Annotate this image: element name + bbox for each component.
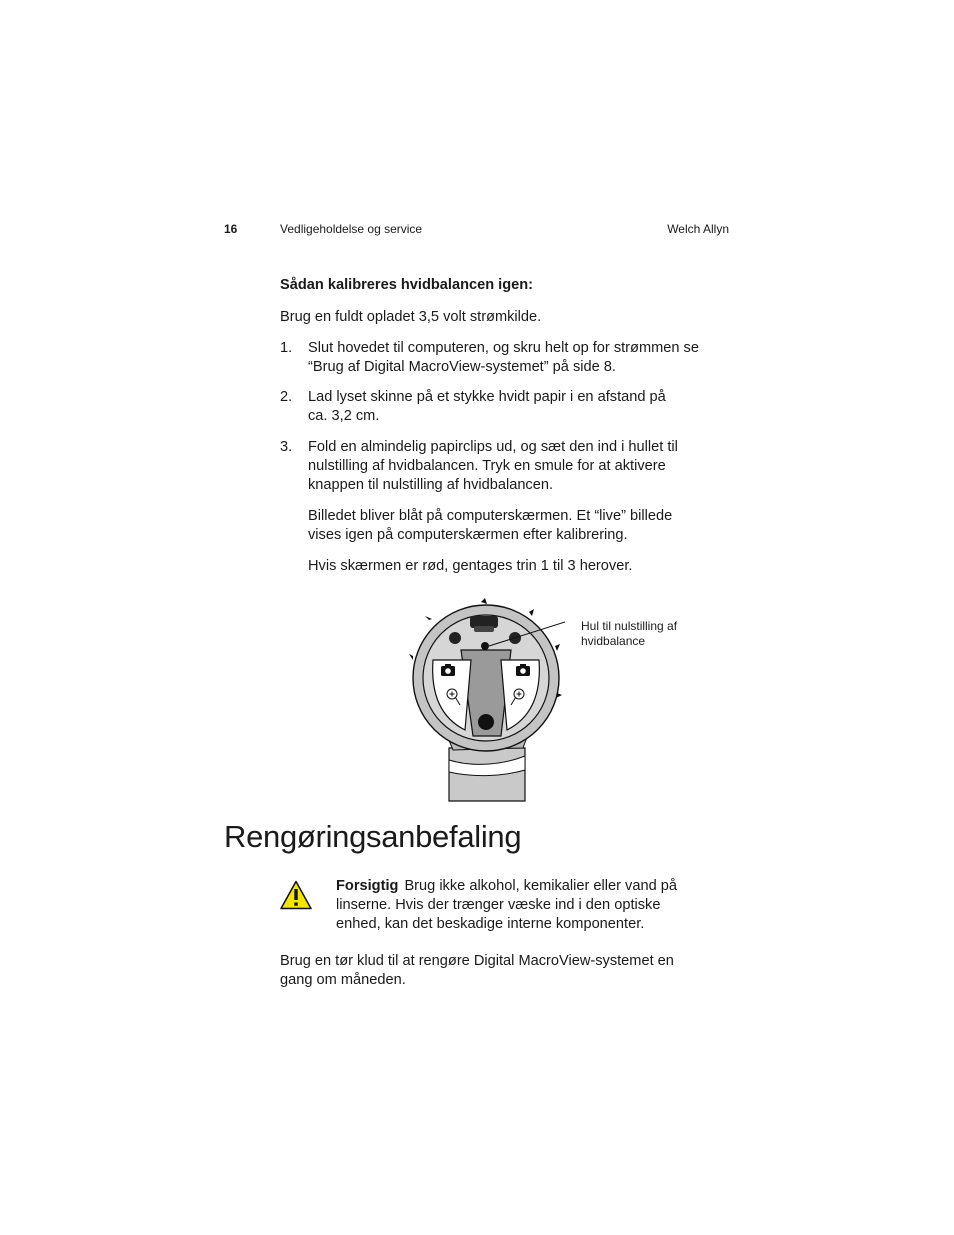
cleaning-instruction: Brug en tør klud til at rengøre Digital MacroView-systemet en gang om måneden. [280, 953, 674, 988]
step-3-text: Fold en almindelig papirclips ud, og sæt den ind i hullet til nulstilling af hvidbalancen. Tryk en smule for at aktivere knappen til nulstilling af hvidbalancen. [308, 439, 678, 493]
page-number: 16 [224, 222, 238, 236]
calibration-retry: Hvis skærmen er rød, gentages trin 1 til 3 herover. [308, 558, 633, 574]
step-2-number: 2. [280, 389, 293, 405]
calibration-result: Billedet bliver blåt på computerskærmen. Et “live” billede vises igen på computerskærmen efter kalibrering. [308, 508, 673, 543]
step-2-text: Lad lyset skinne på et stykke hvidt papir i en afstand på ca. 3,2 cm. [308, 389, 666, 424]
step-3-number: 3. [280, 439, 293, 455]
running-section-title: Vedligeholdelse og service [280, 222, 423, 236]
calibration-intro: Brug en fuldt opladet 3,5 volt strømkilde. [280, 309, 542, 325]
step-1-text: Slut hovedet til computeren, og skru helt op for strømmen se “Brug af Digital MacroView-systemet” på side 8. [308, 340, 699, 375]
caution-label: Forsigtig [336, 878, 399, 894]
calibration-heading: Sådan kalibreres hvidbalancen igen: [280, 277, 534, 293]
running-brand: Welch Allyn [667, 222, 729, 236]
device-head-illustration [405, 598, 565, 803]
figure-callout-reset-hole: Hul til nulstilling af hvidbalance [581, 619, 678, 648]
cleaning-section-title: Rengøringsanbefaling [224, 819, 522, 854]
caution-notice: Forsigtig Brug ikke alkohol, kemikalier eller vand på linserne. Hvis der trænger væske ind i den optiske enhed, kan det beskadige interne komponenter. [336, 878, 677, 932]
warning-triangle-icon [280, 880, 312, 910]
step-1-number: 1. [280, 340, 293, 356]
